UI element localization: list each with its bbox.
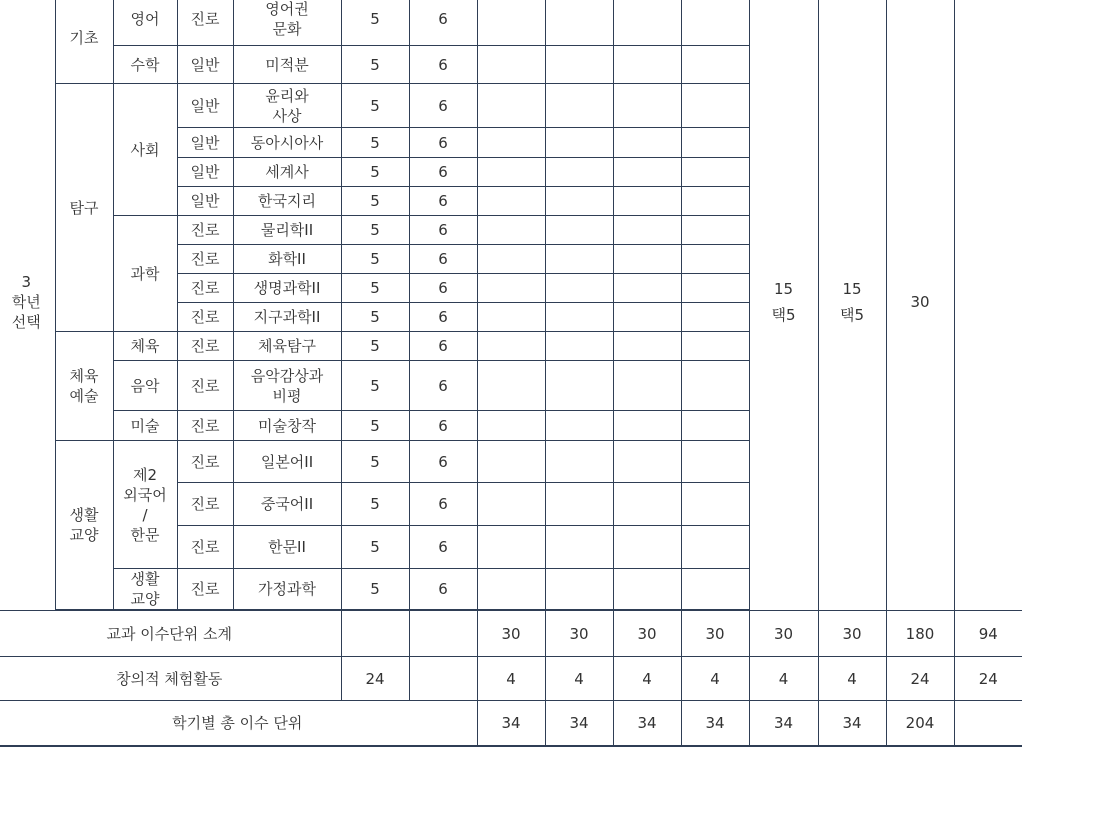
value-cell: 24	[886, 657, 954, 701]
units-cell: 5	[341, 569, 409, 610]
value-cell: 4	[818, 657, 886, 701]
units-cell: 5	[341, 274, 409, 303]
credit-cell: 6	[409, 274, 477, 303]
value-cell: 4	[545, 657, 613, 701]
subtotal-label: 교과 이수단위 소계	[0, 611, 341, 657]
value-cell: 180	[886, 611, 954, 657]
course-cell: 미술창작	[233, 411, 341, 441]
value-cell: 4	[681, 657, 749, 701]
value-cell: 34	[749, 701, 818, 746]
value-cell: 4	[613, 657, 681, 701]
value-cell: 34	[818, 701, 886, 746]
units-cell: 5	[341, 441, 409, 483]
type-cell: 일반	[177, 158, 233, 187]
table-row	[0, 657, 1022, 701]
credit-cell: 6	[409, 441, 477, 483]
credit-cell: 6	[409, 526, 477, 569]
value-cell: 30	[749, 611, 818, 657]
units-cell: 5	[341, 411, 409, 441]
value-cell: 34	[477, 701, 545, 746]
type-cell: 진로	[177, 0, 233, 46]
units-cell: 5	[341, 46, 409, 84]
units-cell: 5	[341, 0, 409, 46]
units-cell: 5	[341, 332, 409, 361]
credit-cell: 6	[409, 158, 477, 187]
value-cell: 204	[886, 701, 954, 746]
course-cell: 윤리와 사상	[233, 84, 341, 128]
value-cell: 30	[613, 611, 681, 657]
credit-cell: 6	[409, 245, 477, 274]
type-cell: 일반	[177, 187, 233, 216]
table-row	[0, 611, 1022, 657]
subject-cell: 영어	[113, 0, 177, 46]
empty-cell	[681, 0, 749, 46]
empty-cell	[954, 0, 1022, 611]
type-cell: 진로	[177, 303, 233, 332]
course-cell: 일본어II	[233, 441, 341, 483]
value-cell: 34	[681, 701, 749, 746]
credit-cell: 6	[409, 216, 477, 245]
type-cell: 진로	[177, 274, 233, 303]
course-cell: 지구과학II	[233, 303, 341, 332]
course-cell: 음악감상과 비평	[233, 361, 341, 411]
type-cell: 진로	[177, 245, 233, 274]
value-cell: 94	[954, 611, 1022, 657]
course-cell: 한국지리	[233, 187, 341, 216]
units-cell: 5	[341, 216, 409, 245]
credit-cell: 6	[409, 128, 477, 158]
units-cell: 5	[341, 245, 409, 274]
course-cell: 한문II	[233, 526, 341, 569]
choice-cell-2: 15 택5	[818, 0, 886, 611]
type-cell: 진로	[177, 332, 233, 361]
units-cell: 5	[341, 128, 409, 158]
subject-cell: 제2 외국어 / 한문	[113, 441, 177, 569]
subject-cell: 음악	[113, 361, 177, 411]
type-cell: 진로	[177, 483, 233, 526]
type-cell: 일반	[177, 46, 233, 84]
value-cell: 4	[477, 657, 545, 701]
course-cell: 미적분	[233, 46, 341, 84]
group-cell: 생활 교양	[55, 441, 113, 610]
value-cell: 24	[341, 657, 409, 701]
subject-cell: 생활 교양	[113, 569, 177, 610]
units-cell: 5	[341, 303, 409, 332]
grade-cell: 3 학년 선택	[0, 0, 55, 611]
group-cell: 기초	[55, 0, 113, 84]
units-cell: 5	[341, 483, 409, 526]
value-cell: 4	[749, 657, 818, 701]
course-cell: 가정과학	[233, 569, 341, 610]
value-cell: 34	[545, 701, 613, 746]
course-cell: 동아시아사	[233, 128, 341, 158]
value-cell: 30	[818, 611, 886, 657]
type-cell: 일반	[177, 84, 233, 128]
course-cell: 체육탐구	[233, 332, 341, 361]
credit-cell: 6	[409, 84, 477, 128]
course-cell: 화학II	[233, 245, 341, 274]
total-label: 학기별 총 이수 단위	[0, 701, 477, 746]
group-cell: 체육 예술	[55, 332, 113, 441]
course-cell: 중국어II	[233, 483, 341, 526]
units-cell: 5	[341, 158, 409, 187]
credit-cell: 6	[409, 332, 477, 361]
empty-cell	[545, 0, 613, 46]
credit-cell: 6	[409, 361, 477, 411]
empty-cell	[954, 701, 1022, 746]
credit-cell: 6	[409, 0, 477, 46]
course-cell: 생명과학II	[233, 274, 341, 303]
type-cell: 진로	[177, 216, 233, 245]
type-cell: 일반	[177, 128, 233, 158]
course-cell: 세계사	[233, 158, 341, 187]
value-cell: 34	[613, 701, 681, 746]
credit-cell: 6	[409, 187, 477, 216]
credit-cell: 6	[409, 411, 477, 441]
type-cell: 진로	[177, 526, 233, 569]
choice-cell-1: 15 택5	[749, 0, 818, 611]
type-cell: 진로	[177, 411, 233, 441]
credit-cell: 6	[409, 569, 477, 610]
value-cell: 24	[954, 657, 1022, 701]
value-cell: 30	[681, 611, 749, 657]
subject-cell: 체육	[113, 332, 177, 361]
course-cell: 영어권 문화	[233, 0, 341, 46]
empty-cell	[477, 0, 545, 46]
units-cell: 5	[341, 187, 409, 216]
type-cell: 진로	[177, 361, 233, 411]
subject-cell: 수학	[113, 46, 177, 84]
units-cell: 5	[341, 84, 409, 128]
block-total-cell: 30	[886, 0, 954, 611]
group-cell: 탐구	[55, 84, 113, 332]
units-cell: 5	[341, 526, 409, 569]
value-cell: 30	[545, 611, 613, 657]
subject-cell: 사회	[113, 84, 177, 216]
table-row	[0, 0, 1022, 46]
units-cell: 5	[341, 361, 409, 411]
empty-cell	[613, 0, 681, 46]
creative-label: 창의적 체험활동	[0, 657, 341, 701]
credit-cell: 6	[409, 46, 477, 84]
credit-cell: 6	[409, 303, 477, 332]
course-cell: 물리학II	[233, 216, 341, 245]
credit-cell: 6	[409, 483, 477, 526]
type-cell: 진로	[177, 569, 233, 610]
table-row	[0, 701, 1022, 746]
type-cell: 진로	[177, 441, 233, 483]
subject-cell: 과학	[113, 216, 177, 332]
subject-cell: 미술	[113, 411, 177, 441]
value-cell: 30	[477, 611, 545, 657]
